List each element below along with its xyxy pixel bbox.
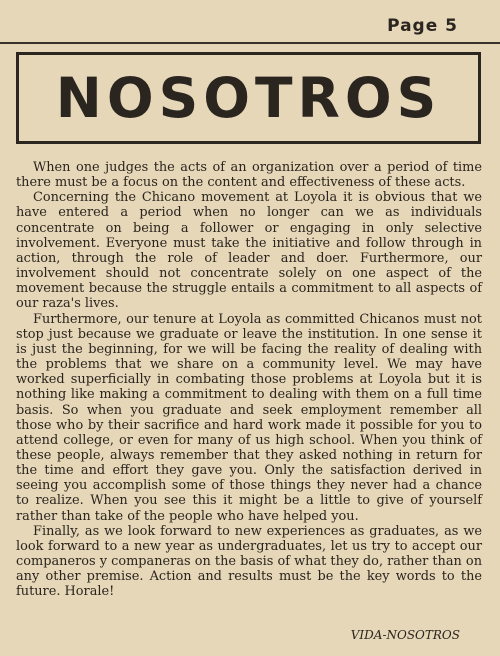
article-paragraph: Concerning the Chicano movement at Loyola it is obvious that we have entered a period when no longer can we as individuals concentrate on being a follower or engaging in only selective involvement. Everyone must take the initiative and follow through in action, through the role of leader and doer. Furthermore, our involvement should not concentrate solely on one aspect of the movement because the struggle entails a commitment to all aspects of our raza's lives. — [16, 190, 482, 312]
article-paragraph: Furthermore, our tenure at Loyola as committed Chicanos must not stop just because we graduate or leave the institution. In one sense it is just the beginning, for we will be facing the reality of dealing with the problems that we share on a community level. We may have worked superficially in combating those problems at Loyola but it is nothing like making a commitment to dealing with them on a full time basis. So when you graduate and seek employment remember all those who by their sacrifice and hard work made it possible for you to attend college, or even for many of us high school. When you think of these people, always remember that they asked nothing in return for the time and effort they gave you. Only the satisfaction derived in seeing you accomplish some of those things they never had a chance to realize. When you see this it might be a little to give of yourself rather than take of the people who have helped you. — [16, 311, 482, 524]
page-number: Page 5 — [387, 16, 458, 36]
editorial-article — [16, 160, 482, 600]
article-signature: VIDA-NOSOTROS — [350, 628, 460, 642]
article-paragraph: Finally, as we look forward to new experiences as graduates, as we look forward to a new year as undergraduates, let us try to accept our companeros y companeras on the basis of what they do, rather than on any other premise. Action and results must be the key words to the future. Horale! — [16, 523, 482, 600]
header-rule — [0, 42, 500, 44]
article-paragraph: When one judges the acts of an organization over a period of time there must be a focus on the content and effectiveness of these acts. — [16, 160, 482, 191]
masthead-box — [16, 52, 481, 144]
masthead-title: NOSOTROS — [55, 65, 442, 130]
